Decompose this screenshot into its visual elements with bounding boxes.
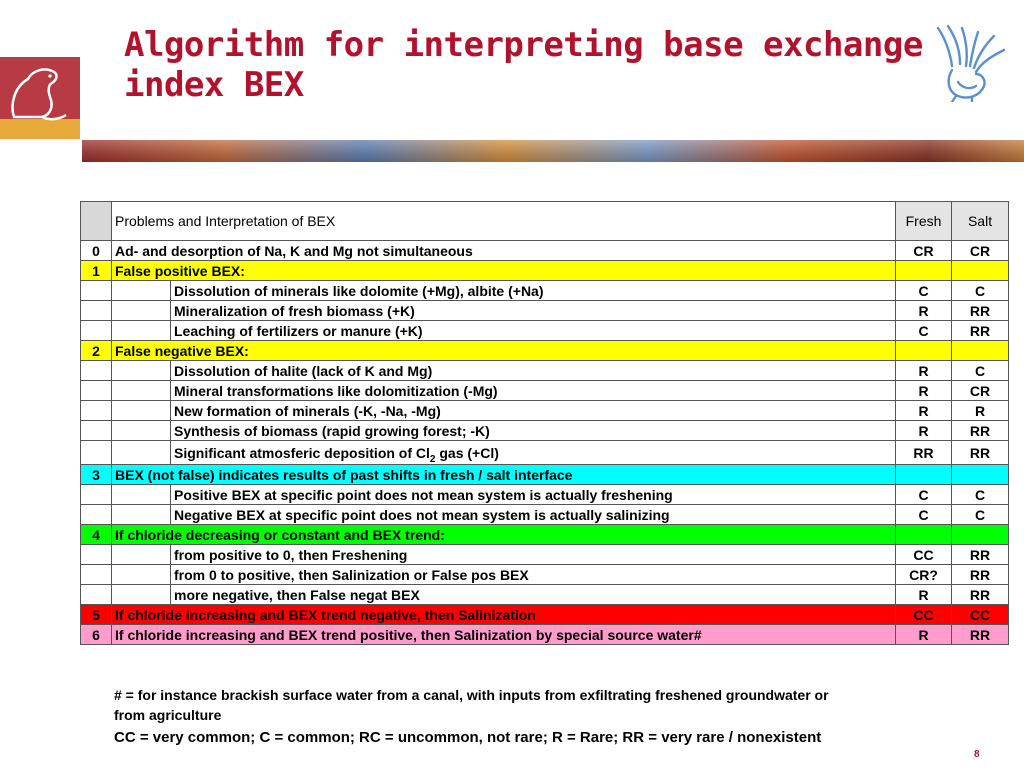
row-number-cell bbox=[81, 545, 112, 565]
row-salt-cell: CR bbox=[952, 381, 1009, 401]
header-problem-cell: Problems and Interpretation of BEX bbox=[112, 202, 896, 241]
row-number-cell: 5 bbox=[81, 605, 112, 625]
row-salt-cell bbox=[952, 525, 1009, 545]
row-problem-cell: BEX (not false) indicates results of past shifts in fresh / salt interface bbox=[112, 465, 896, 485]
table-row bbox=[81, 525, 1009, 545]
row-salt-cell: RR bbox=[952, 545, 1009, 565]
decorative-banner bbox=[82, 140, 1024, 162]
table-row bbox=[81, 321, 1009, 341]
row-problem-cell: Ad- and desorption of Na, K and Mg not simultaneous bbox=[112, 241, 896, 261]
slide-title: Algorithm for interpreting base exchange index BEX bbox=[124, 25, 923, 105]
row-problem-cell bbox=[171, 441, 896, 465]
table-row bbox=[81, 565, 1009, 585]
row-fresh-cell: R bbox=[896, 585, 952, 605]
row-salt-cell: CC bbox=[952, 605, 1009, 625]
abbreviation-legend: CC = very common; C = common; RC = uncommon, not rare; R = Rare; RR = very rare / nonexistent bbox=[114, 729, 822, 746]
table-row bbox=[81, 465, 1009, 485]
row-indent-cell bbox=[112, 321, 171, 341]
row-salt-cell bbox=[952, 341, 1009, 361]
row-salt-cell bbox=[952, 465, 1009, 485]
row-fresh-cell: C bbox=[896, 485, 952, 505]
griffin-emblem-icon bbox=[928, 22, 1010, 102]
row-number-cell bbox=[81, 505, 112, 525]
row-text-part: gas (+Cl) bbox=[435, 444, 499, 461]
row-number-cell: 3 bbox=[81, 465, 112, 485]
row-fresh-cell: C bbox=[896, 281, 952, 301]
row-salt-cell: RR bbox=[952, 301, 1009, 321]
table-row bbox=[81, 585, 1009, 605]
row-problem-cell: Negative BEX at specific point does not mean system is actually salinizing bbox=[171, 505, 896, 525]
table-row bbox=[81, 381, 1009, 401]
row-number-cell: 1 bbox=[81, 261, 112, 281]
row-problem-cell: If chloride increasing and BEX trend negative, then Salinization bbox=[112, 605, 896, 625]
header-salt-cell: Salt bbox=[952, 202, 1009, 241]
row-fresh-cell: R bbox=[896, 381, 952, 401]
row-salt-cell: C bbox=[952, 505, 1009, 525]
row-salt-cell: RR bbox=[952, 625, 1009, 645]
row-problem-cell: If chloride increasing and BEX trend positive, then Salinization by special source water# bbox=[112, 625, 896, 645]
row-number-cell: 6 bbox=[81, 625, 112, 645]
row-fresh-cell: R bbox=[896, 301, 952, 321]
row-problem-cell: Leaching of fertilizers or manure (+K) bbox=[171, 321, 896, 341]
row-fresh-cell: R bbox=[896, 361, 952, 381]
row-number-cell: 0 bbox=[81, 241, 112, 261]
table-row bbox=[81, 545, 1009, 565]
row-fresh-cell bbox=[896, 525, 952, 545]
row-problem-cell: New formation of minerals (-K, -Na, -Mg) bbox=[171, 401, 896, 421]
table-row bbox=[81, 401, 1009, 421]
row-indent-cell bbox=[112, 401, 171, 421]
row-number-cell bbox=[81, 321, 112, 341]
table-header-row bbox=[81, 202, 1009, 241]
row-number-cell bbox=[81, 281, 112, 301]
table-row bbox=[81, 241, 1009, 261]
table-row bbox=[81, 301, 1009, 321]
row-problem-cell: Mineralization of fresh biomass (+K) bbox=[171, 301, 896, 321]
row-problem-cell: Positive BEX at specific point does not mean system is actually freshening bbox=[171, 485, 896, 505]
row-salt-cell: CR bbox=[952, 241, 1009, 261]
row-salt-cell: RR bbox=[952, 441, 1009, 465]
row-indent-cell bbox=[112, 545, 171, 565]
row-number-cell bbox=[81, 485, 112, 505]
row-salt-cell bbox=[952, 261, 1009, 281]
row-problem-cell: If chloride decreasing or constant and BEX trend: bbox=[112, 525, 896, 545]
row-fresh-cell: CR bbox=[896, 241, 952, 261]
row-fresh-cell: R bbox=[896, 401, 952, 421]
header-fresh-cell: Fresh bbox=[896, 202, 952, 241]
table-row bbox=[81, 421, 1009, 441]
row-number-cell bbox=[81, 565, 112, 585]
row-fresh-cell: C bbox=[896, 505, 952, 525]
table-row bbox=[81, 625, 1009, 645]
row-indent-cell bbox=[112, 485, 171, 505]
header-number-cell bbox=[81, 202, 112, 241]
table-row bbox=[81, 605, 1009, 625]
row-problem-cell: Mineral transformations like dolomitization (-Mg) bbox=[171, 381, 896, 401]
row-indent-cell bbox=[112, 565, 171, 585]
row-fresh-cell: CR? bbox=[896, 565, 952, 585]
row-indent-cell bbox=[112, 381, 171, 401]
row-indent-cell bbox=[112, 361, 171, 381]
row-problem-cell: Synthesis of biomass (rapid growing forest; -K) bbox=[171, 421, 896, 441]
row-problem-cell: False positive BEX: bbox=[112, 261, 896, 281]
row-salt-cell: RR bbox=[952, 585, 1009, 605]
table-row bbox=[81, 261, 1009, 281]
table-row bbox=[81, 441, 1009, 465]
row-problem-cell: from positive to 0, then Freshening bbox=[171, 545, 896, 565]
page-number: 8 bbox=[974, 749, 980, 760]
row-fresh-cell bbox=[896, 261, 952, 281]
table-row bbox=[81, 281, 1009, 301]
row-problem-cell: Dissolution of halite (lack of K and Mg) bbox=[171, 361, 896, 381]
row-problem-cell: False negative BEX: bbox=[112, 341, 896, 361]
row-fresh-cell: CC bbox=[896, 545, 952, 565]
row-number-cell bbox=[81, 301, 112, 321]
row-fresh-cell: R bbox=[896, 625, 952, 645]
row-problem-cell: more negative, then False negat BEX bbox=[171, 585, 896, 605]
row-text-subscript: 2 bbox=[429, 453, 436, 465]
row-number-cell bbox=[81, 441, 112, 465]
row-number-cell bbox=[81, 381, 112, 401]
row-number-cell bbox=[81, 421, 112, 441]
table-row bbox=[81, 505, 1009, 525]
row-salt-cell: C bbox=[952, 361, 1009, 381]
table-row bbox=[81, 361, 1009, 381]
row-salt-cell: R bbox=[952, 401, 1009, 421]
row-salt-cell: RR bbox=[952, 321, 1009, 341]
row-indent-cell bbox=[112, 281, 171, 301]
row-number-cell: 2 bbox=[81, 341, 112, 361]
table-row bbox=[81, 341, 1009, 361]
row-indent-cell bbox=[112, 441, 171, 465]
row-fresh-cell bbox=[896, 465, 952, 485]
row-indent-cell bbox=[112, 505, 171, 525]
row-number-cell bbox=[81, 401, 112, 421]
table-row bbox=[81, 485, 1009, 505]
row-fresh-cell: R bbox=[896, 421, 952, 441]
row-text-part: Significant atmosferic deposition of Cl bbox=[174, 444, 430, 461]
row-fresh-cell: RR bbox=[896, 441, 952, 465]
row-salt-cell: RR bbox=[952, 421, 1009, 441]
footnote: # = for instance brackish surface water from a canal, with inputs from exfiltrating freshened groundwater or from agriculture bbox=[114, 687, 829, 723]
row-indent-cell bbox=[112, 301, 171, 321]
row-number-cell: 4 bbox=[81, 525, 112, 545]
row-fresh-cell: C bbox=[896, 321, 952, 341]
row-fresh-cell bbox=[896, 341, 952, 361]
bex-table bbox=[80, 201, 1009, 645]
row-number-cell bbox=[81, 585, 112, 605]
row-indent-cell bbox=[112, 421, 171, 441]
university-logo bbox=[0, 57, 80, 139]
row-problem-cell: from 0 to positive, then Salinization or False pos BEX bbox=[171, 565, 896, 585]
row-fresh-cell: CC bbox=[896, 605, 952, 625]
row-indent-cell bbox=[112, 585, 171, 605]
row-salt-cell: C bbox=[952, 485, 1009, 505]
row-problem-cell: Dissolution of minerals like dolomite (+Mg), albite (+Na) bbox=[171, 281, 896, 301]
row-salt-cell: C bbox=[952, 281, 1009, 301]
row-number-cell bbox=[81, 361, 112, 381]
row-salt-cell: RR bbox=[952, 565, 1009, 585]
